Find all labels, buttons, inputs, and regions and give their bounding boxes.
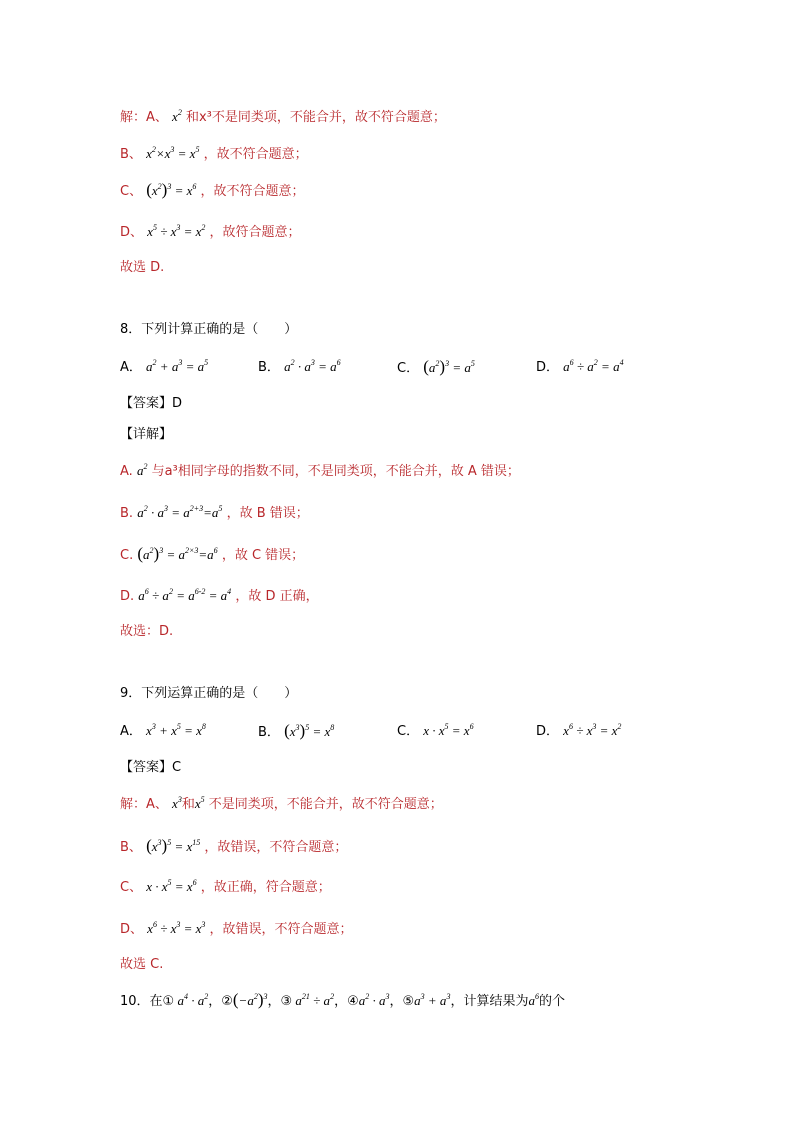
q7-solution-d xyxy=(120,222,301,243)
q8-option-a xyxy=(120,357,208,378)
math-expr: $a^2 \cdot a^3 = a^6$ xyxy=(284,358,341,374)
circled-5: ⑤ xyxy=(402,994,415,1009)
q9-expl-a-prefix: 解：A、 xyxy=(120,797,168,812)
circled-2: ② xyxy=(221,994,233,1009)
q9-options xyxy=(0,721,794,741)
math-expr: $(-a^2)^3$ xyxy=(232,990,268,1009)
math-expr: $x^3$ xyxy=(172,795,182,811)
q9-expl-c xyxy=(120,877,331,898)
q7-d-text: ，故符合题意； xyxy=(209,225,301,240)
q7-a-text: 和x³不是同类项，不能合并，故不符合题意； xyxy=(185,110,446,125)
q10-stem: 10．在① $a^4 \cdot a^2$，$②(-a^2)^3$，③ $a^{21} \div a^2$，$④a^2 \cdot a^3$，$⑤a^3 + a^3$，计算结果为$a^6$的个 xyxy=(120,990,565,1009)
math-expr: $a^2$ xyxy=(136,462,148,478)
q8-detail-label: 【详解】 xyxy=(120,427,173,442)
q8-answer xyxy=(120,394,182,414)
q9-stem: 9．下列运算正确的是（ ） xyxy=(120,686,298,701)
q7-c-prefix: C、 xyxy=(120,184,143,199)
math-expr: $x \cdot x^5 = x^6$ xyxy=(423,722,474,738)
circled-3: ③ xyxy=(280,994,293,1009)
q9-expl-b-text: ，故错误，不符合题意； xyxy=(204,840,348,855)
q9-conclusion: 故选 C. xyxy=(120,957,164,972)
q9-expl-b xyxy=(120,836,347,858)
q9-expl-c-prefix: C、 xyxy=(120,880,143,895)
q9-option-c xyxy=(397,721,474,742)
q7-conclusion xyxy=(120,258,164,278)
math-expr: $a^2 + a^3 = a^5$ xyxy=(146,358,209,374)
q9-option-d xyxy=(536,721,621,742)
option-label: D． xyxy=(536,724,560,739)
math-expr: $(a^2)^3 = a^5$ xyxy=(423,357,475,376)
q8-option-c xyxy=(397,357,475,379)
math-expr: $(x^3)^5 = x^8$ xyxy=(284,721,335,740)
circled-1: ① xyxy=(162,994,175,1009)
q9-expl-b-prefix: B、 xyxy=(120,840,142,855)
q8-stem: 8．下列计算正确的是（ ） xyxy=(120,322,298,337)
q7-b-text: ，故不符合题意； xyxy=(203,147,308,162)
q8-expl-b-prefix: B. xyxy=(120,506,134,521)
q10-stem-suffix-b: 的个 xyxy=(538,994,565,1009)
math-expr: $a^{21} \div a^2$ xyxy=(292,992,335,1008)
math-expr: $x^6 \div x^3 = x^3$ xyxy=(147,920,206,936)
q7-solution-c xyxy=(120,180,305,202)
math-expr: $(a^2)^3 = a^{2\times 3}=a^6$ xyxy=(137,544,218,563)
q9-option-b xyxy=(258,721,334,743)
math-expr: $a^2 \cdot a^3$ xyxy=(358,992,390,1008)
math-expr: $a^4 \cdot a^2$ xyxy=(174,992,209,1008)
q9-expl-c-text: ，故正确，符合题意； xyxy=(200,880,331,895)
q10-stem-prefix: 10．在 xyxy=(120,994,163,1009)
q8-expl-a xyxy=(120,461,520,482)
q8-expl-d-text: ，故 D 正确， xyxy=(235,589,319,604)
q8-expl-b-text: ，故 B 错误； xyxy=(226,506,309,521)
math-expr: $(x^3)^5 = x^{15}$ xyxy=(146,836,201,855)
option-label: B． xyxy=(258,725,280,740)
q7-conclusion-text: 故选 D. xyxy=(120,260,165,275)
q7-d-prefix: D、 xyxy=(120,225,144,240)
option-label: C． xyxy=(397,361,420,376)
q8-option-d xyxy=(536,357,624,378)
q9-expl-a-text: 不是同类项，不能合并，故不符合题意； xyxy=(208,797,443,812)
math-expr: $a^3 + a^3$ xyxy=(414,992,451,1008)
option-label: C． xyxy=(397,724,420,739)
q9-answer: 【答案】C xyxy=(120,760,182,775)
math-expr: $x^5$ xyxy=(194,795,205,811)
math-expr: $a^2 \cdot a^3 = a^{2+3}=a^5$ xyxy=(137,504,223,520)
math-expr: $x^2\times x^3 = x^5$ xyxy=(146,145,200,161)
math-expr: $(x^2)^3 = x^6$ xyxy=(146,180,197,199)
q9-expl-d-prefix: D、 xyxy=(120,922,144,937)
q7-solution-intro: 解：A、 xyxy=(120,110,168,125)
q7-c-text: ，故不符合题意； xyxy=(200,184,305,199)
q8-expl-c-prefix: C. xyxy=(120,548,134,563)
q8-conclusion: 故选：D. xyxy=(120,624,174,639)
q7-b-prefix: B、 xyxy=(120,147,142,162)
q7-solution-a xyxy=(120,107,446,128)
q9-option-a xyxy=(120,721,206,742)
option-label: A． xyxy=(120,360,142,375)
option-label: D． xyxy=(536,360,560,375)
q7-solution-b xyxy=(120,144,308,165)
math-expr: $x^5 \div x^3 = x^2$ xyxy=(147,223,206,239)
math-expr: $x^6 \div x^3 = x^2$ xyxy=(563,722,622,738)
q9-expl-d-text: ，故错误，不符合题意； xyxy=(209,922,353,937)
math-expr: $x^2$ xyxy=(172,108,182,124)
q8-expl-b xyxy=(120,503,309,524)
q9-expl-d xyxy=(120,919,353,940)
math-expr: $a^6 \div a^2 = a^{6-2} = a^4$ xyxy=(138,587,232,603)
option-label: B． xyxy=(258,360,280,375)
q8-expl-d-prefix: D. xyxy=(120,589,135,604)
math-expr: $x \cdot x^5 = x^6$ xyxy=(146,878,197,894)
option-label: A． xyxy=(120,724,142,739)
math-expr: $a^6 \div a^2 = a^4$ xyxy=(563,358,624,374)
q10-stem-suffix-a: ，计算结果为 xyxy=(450,994,529,1009)
q8-expl-d xyxy=(120,586,319,607)
q8-expl-c xyxy=(120,544,304,566)
answer-label: 【答案】D xyxy=(120,396,183,411)
q8-expl-c-text: ，故 C 错误； xyxy=(221,548,305,563)
math-expr: $x^3 + x^5 = x^8$ xyxy=(146,722,206,738)
q8-expl-a-prefix: A. xyxy=(120,464,133,479)
q8-options xyxy=(0,357,794,377)
q8-expl-a-text: 与a³相同字母的指数不同，不是同类项，不能合并，故 A 错误； xyxy=(151,464,520,479)
q9-expl-a: 解：A、 $x^3$和$x^5$ 不是同类项，不能合并，故不符合题意； xyxy=(120,795,443,812)
circled-4: ④ xyxy=(347,994,359,1009)
math-expr: $a^6$ xyxy=(528,992,539,1008)
q8-option-b xyxy=(258,357,341,378)
